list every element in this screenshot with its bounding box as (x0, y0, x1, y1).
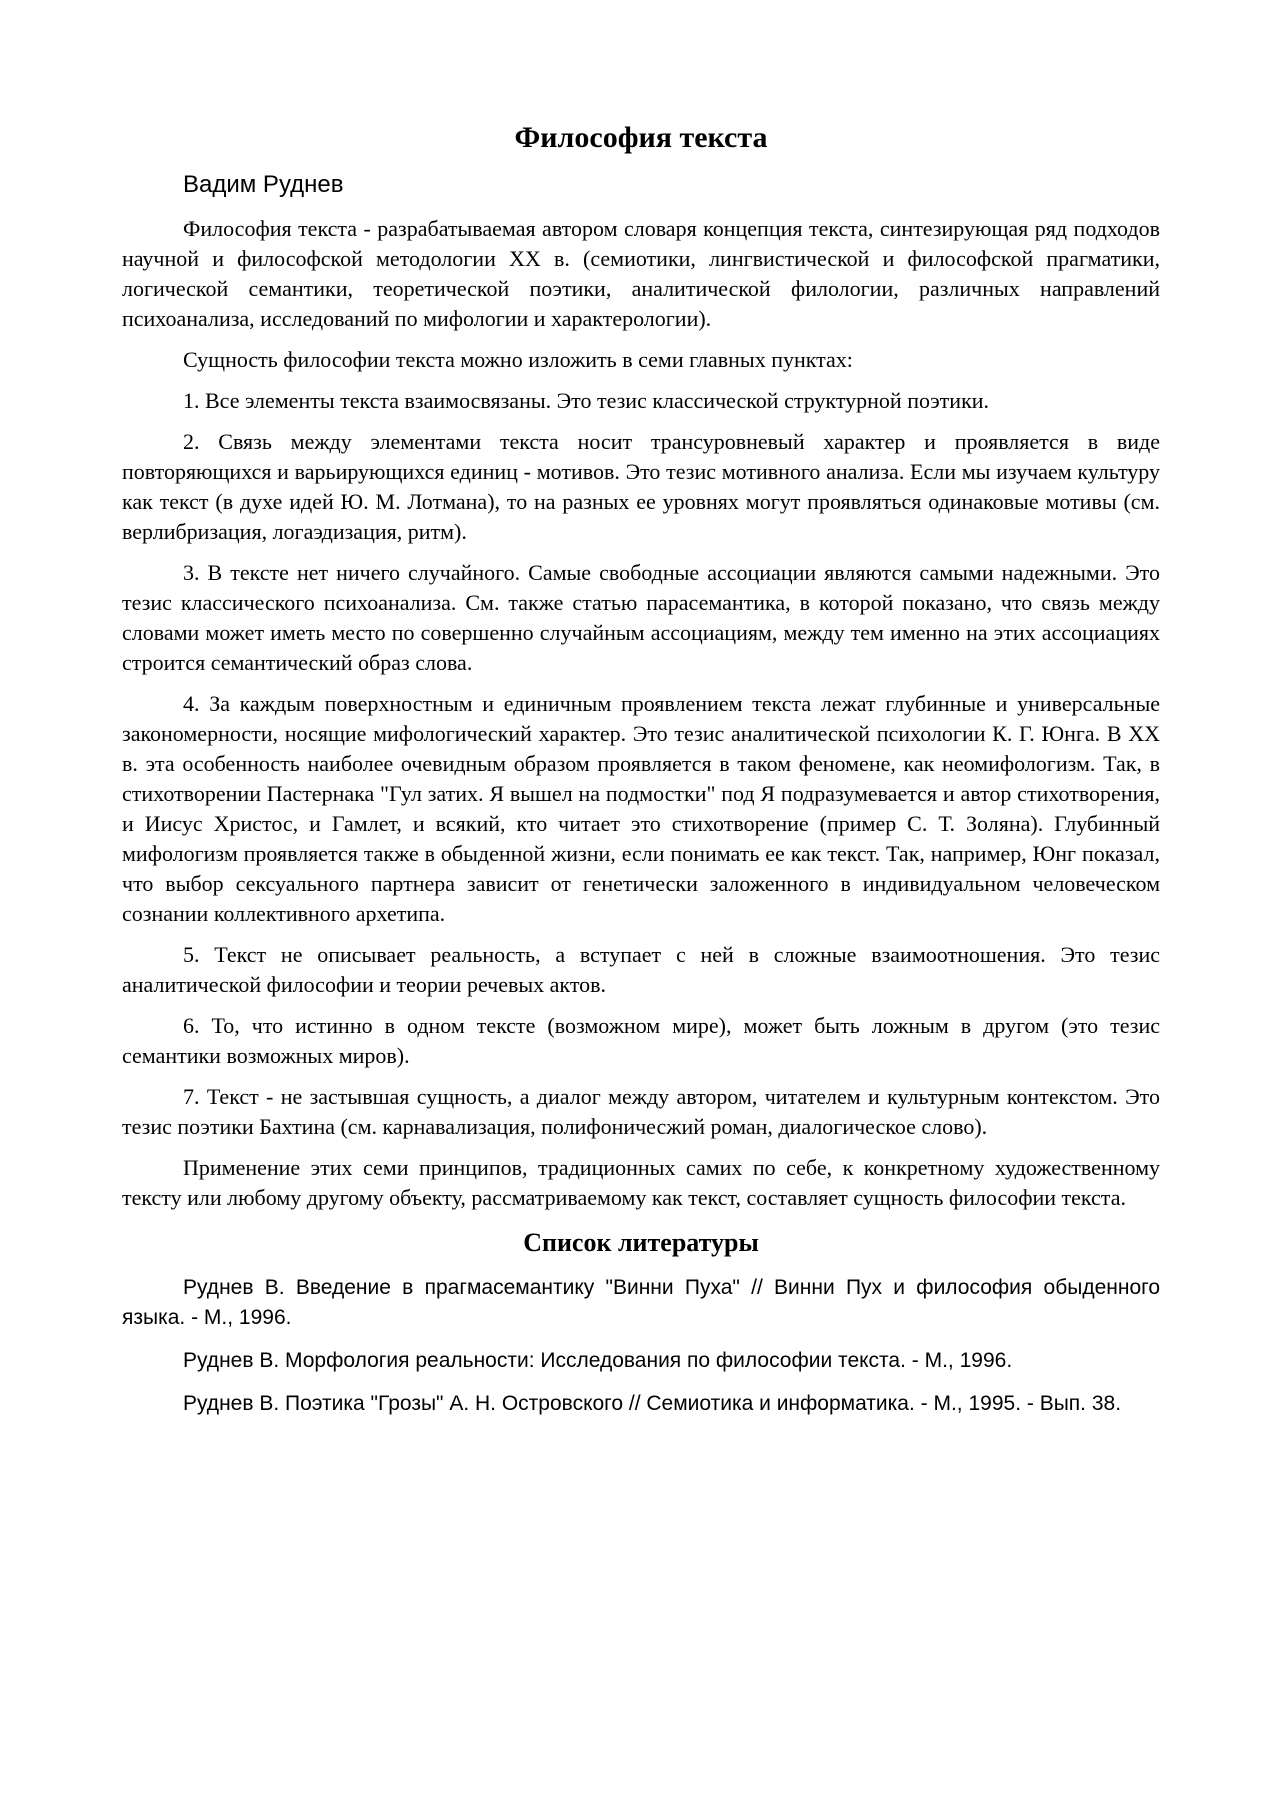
reference-item-3: Руднев В. Поэтика "Грозы" А. Н. Островского // Семиотика и информатика. - М., 1995. - Вып. 38. (183, 1392, 1122, 1415)
paragraph-point-2: 2. Связь между элементами текста носит трансуровневый характер и проявляется в виде повторяющихся и варьирующихся единиц - мотивов. Это тезис мотивного анализа. Если мы изучаем культуру как текст (в духе идей Ю. М. Лотмана), то на разных ее уровнях могут проявляться одинаковые мотивы (см. верлибризация, логаэдизация, ритм). (122, 429, 1160, 544)
paragraph-point-7: 7. Текст - не застывшая сущность, а диалог между автором, читателем и культурным контекстом. Это тезис поэтики Бахтина (см. карнавализация, полифоничесжий роман, диалогическое слово). (122, 1084, 1160, 1139)
paragraph-summary: Сущность философии текста можно изложить в семи главных пунктах: (183, 347, 853, 372)
reference-item-1: Руднев В. Введение в прагмасемантику "Винни Пуха" // Винни Пух и философия обыденного языка. - М., 1996. (122, 1276, 1160, 1329)
paragraph-point-6: 6. То, что истинно в одном тексте (возможном мире), может быть ложным в другом (это тезис семантики возможных миров). (122, 1013, 1160, 1068)
document-title: Философия текста (514, 121, 768, 154)
paragraph-conclusion: Применение этих семи принципов, традиционных самих по себе, к конкретному художественному тексту или любому другому объекту, рассматриваемому как текст, составляет сущность философии текста. (122, 1155, 1160, 1210)
paragraph-point-1: 1. Все элементы текста взаимосвязаны. Это тезис классической структурной поэтики. (183, 388, 990, 413)
paragraph-point-4: 4. За каждым поверхностным и единичным проявлением текста лежат глубинные и универсальные закономерности, носящие мифологический характер. Это тезис аналитической психологии К. Г. Юнга. В XX в. эта особенность наиболее очевидным образом проявляется в таком феномене, как неомифологизм. Так, в стихотворении Пастернака "Гул затих. Я вышел на подмостки" под Я подразумевается и автор стихотворения, и Иисус Христос, и Гамлет, и всякий, кто читает это стихотворение (пример С. Т. Золяна). Глубинный мифологизм проявляется также в обыденной жизни, если понимать ее как текст. Так, например, Юнг показал, что выбор сексуального партнера зависит от генетически заложенного в индивидуальном человеческом сознании коллективного архетипа. (122, 691, 1160, 926)
references-heading: Список литературы (523, 1228, 759, 1257)
document-page (122, 120, 1160, 1432)
paragraph-point-3: 3. В тексте нет ничего случайного. Самые свободные ассоциации являются самыми надежными. Это тезис классического психоанализа. См. также статью парасемантика, в которой показано, что связь между словами может иметь место по совершенно случайным ассоциациям, между тем именно на этих ассоциациях строится семантический образ слова. (122, 560, 1160, 675)
reference-item-2: Руднев В. Морфология реальности: Исследования по философии текста. - М., 1996. (183, 1349, 1013, 1372)
paragraph-point-5: 5. Текст не описывает реальность, а вступает с ней в сложные взаимоотношения. Это тезис аналитической философии и теории речевых актов. (122, 942, 1160, 997)
author-name: Вадим Руднев (183, 171, 344, 198)
paragraph-intro: Философия текста - разрабатываемая автором словаря концепция текста, синтезирующая ряд подходов научной и философской методологии XX в. (семиотики, лингвистической и философской прагматики, логической семантики, теоретической поэтики, аналитической филологии, различных направлений психоанализа, исследований по мифологии и характерологии). (122, 216, 1160, 331)
